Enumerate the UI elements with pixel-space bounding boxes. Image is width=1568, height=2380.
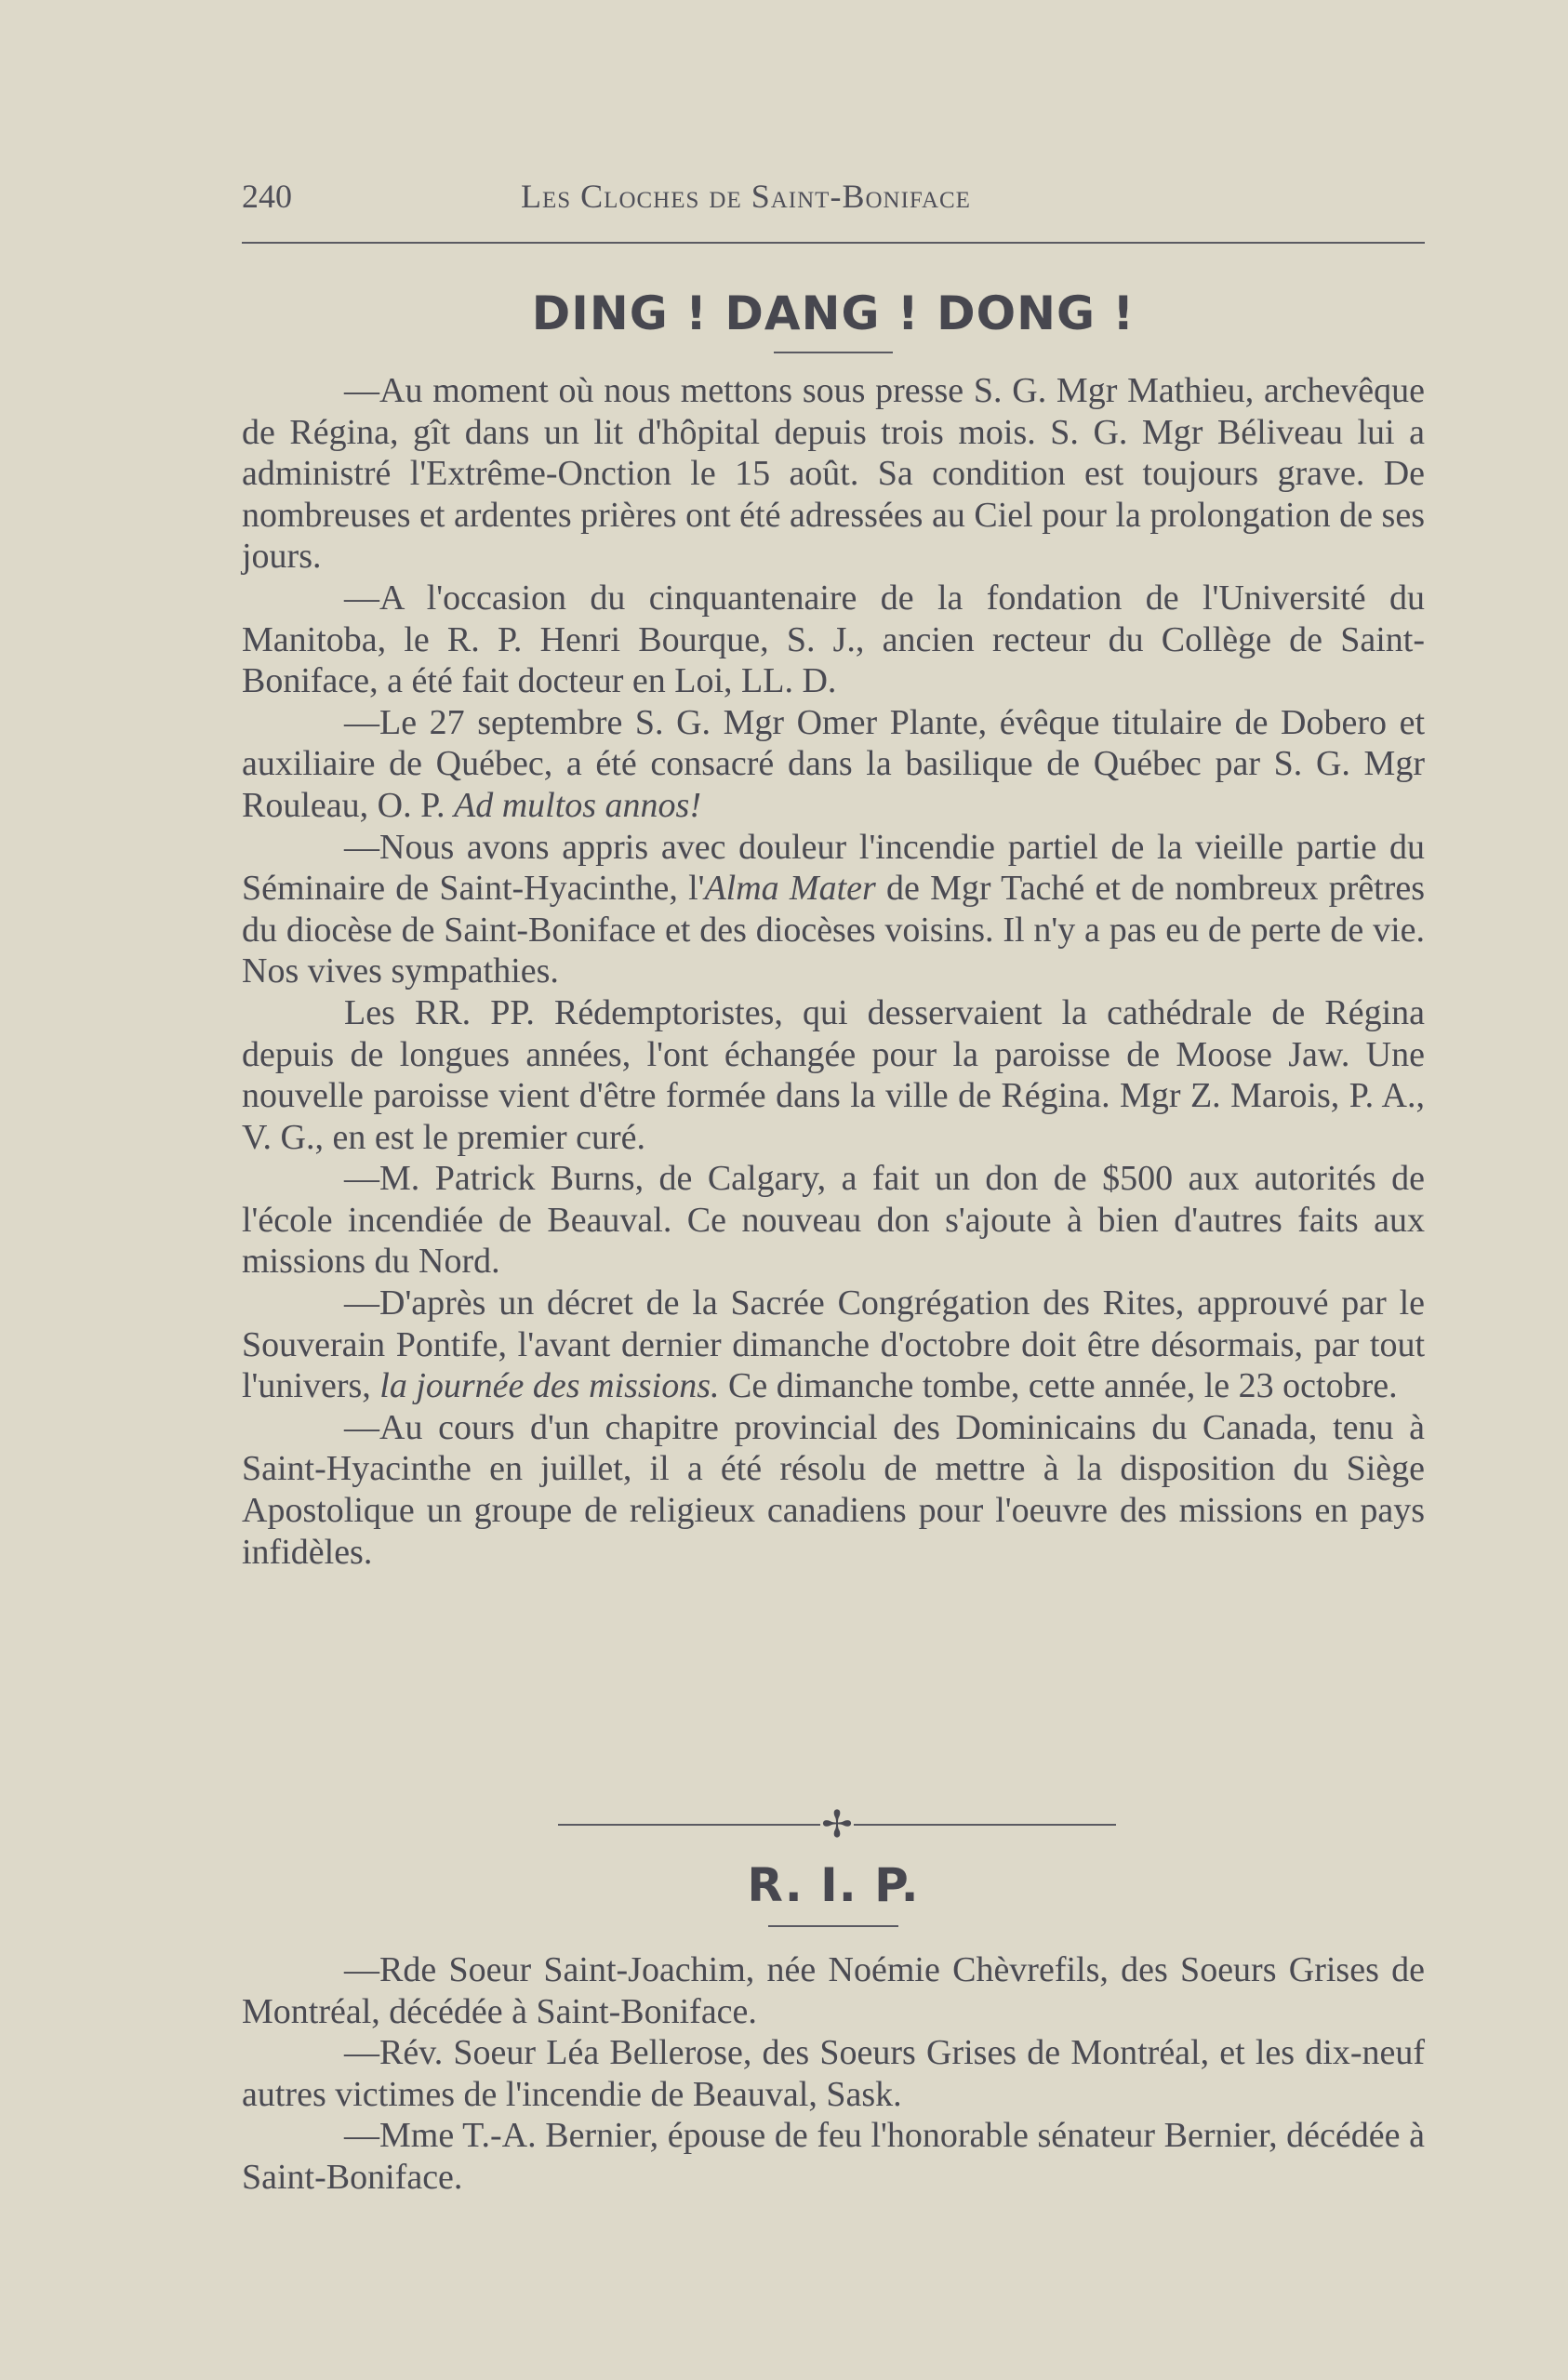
rip-title-rule <box>768 1925 898 1927</box>
obituary-item: —Rde Soeur Saint-Joachim, née Noémie Chèvrefils, des Soeurs Grises de Montréal, décédée à Saint-Boniface. <box>242 1950 1425 2031</box>
news-item: —D'après un décret de la Sacrée Congrégation des Rites, approuvé par le Souverain Pontife, l'avant dernier dimanche d'octobre doit être désormais, par tout l'univers, la journée des missions. Ce dimanche tombe, cette année, le 23 octobre. <box>242 1283 1425 1406</box>
obituary-item: —Rév. Soeur Léa Bellerose, des Soeurs Grises de Montréal, et les dix-neuf autres victimes de l'incendie de Beauval, Sask. <box>242 2033 1425 2114</box>
news-item: —Au moment où nous mettons sous presse S. G. Mgr Mathieu, archevêque de Régina, gît dans un lit d'hôpital depuis trois mois. S. G. Mgr Béliveau lui a administré l'Extrême-Onction le 15 août. Sa condition est toujours grave. De nombreuses et ardentes prières ont été adressées au Ciel pour la prolongation de ses jours. <box>242 371 1425 577</box>
divider-line-left <box>558 1824 820 1826</box>
page-number: 240 <box>242 178 292 215</box>
news-item: —A l'occasion du cinquantenaire de la fondation de l'Université du Manitoba, le R. P. Henri Bourque, S. J., ancien recteur du Collège de Saint-Boniface, a été fait docteur en Loi, LL. D. <box>242 578 1425 701</box>
news-item: —Au cours d'un chapitre provincial des Dominicains du Canada, tenu à Saint-Hyacinthe en juillet, il a été résolu de mettre à la disposition du Siège Apostolique un groupe de religieux canadiens pour l'oeuvre des missions en pays infidèles. <box>242 1407 1425 1572</box>
news-items <box>242 370 1425 1573</box>
news-item: —Nous avons appris avec douleur l'incendie partiel de la vieille partie du Séminaire de Saint-Hyacinthe, l'Alma Mater de Mgr Taché et de nombreux prêtres du diocèse de Saint-Boniface et des diocèses voisins. Il n'y a pas eu de perte de vie. Nos vives sympathies. <box>242 827 1425 991</box>
news-item: Les RR. PP. Rédemptoristes, qui desservaient la cathédrale de Régina depuis de longues années, l'ont échangée pour la paroisse de Moose Jaw. Une nouvelle paroisse vient d'être formée dans la ville de Régina. Mgr Z. Marois, P. A., V. G., en est le premier curé. <box>242 992 1425 1157</box>
divider-line-right <box>854 1824 1116 1826</box>
news-item: —M. Patrick Burns, de Calgary, a fait un don de $500 aux autorités de l'école incendiée de Beauval. Ce nouveau don s'ajoute à bien d'autres faits aux missions du Nord. <box>242 1159 1425 1282</box>
section-title-ding-dang-dong: DING ! DANG ! DONG ! <box>531 286 1136 340</box>
page <box>242 167 1425 2197</box>
running-title: Les Cloches de Saint-Boniface <box>521 178 971 215</box>
section-divider <box>558 1803 1116 1845</box>
section-title-rip: R. I. P. <box>747 1858 920 1912</box>
cross-ornament-icon: ✢ <box>821 1803 853 1845</box>
obituary-item: —Mme T.-A. Bernier, épouse de feu l'honorable sénateur Bernier, décédée à Saint-Boniface. <box>242 2116 1425 2197</box>
running-head <box>242 167 1425 223</box>
news-item: —Le 27 septembre S. G. Mgr Omer Plante, évêque titulaire de Dobero et auxiliaire de Québec, a été consacré dans la basilique de Québec par S. G. Mgr Rouleau, O. P. Ad multos annos! <box>242 702 1425 825</box>
header-rule <box>242 242 1425 244</box>
obituaries <box>242 1949 1425 2199</box>
section-title-rule <box>774 352 893 353</box>
